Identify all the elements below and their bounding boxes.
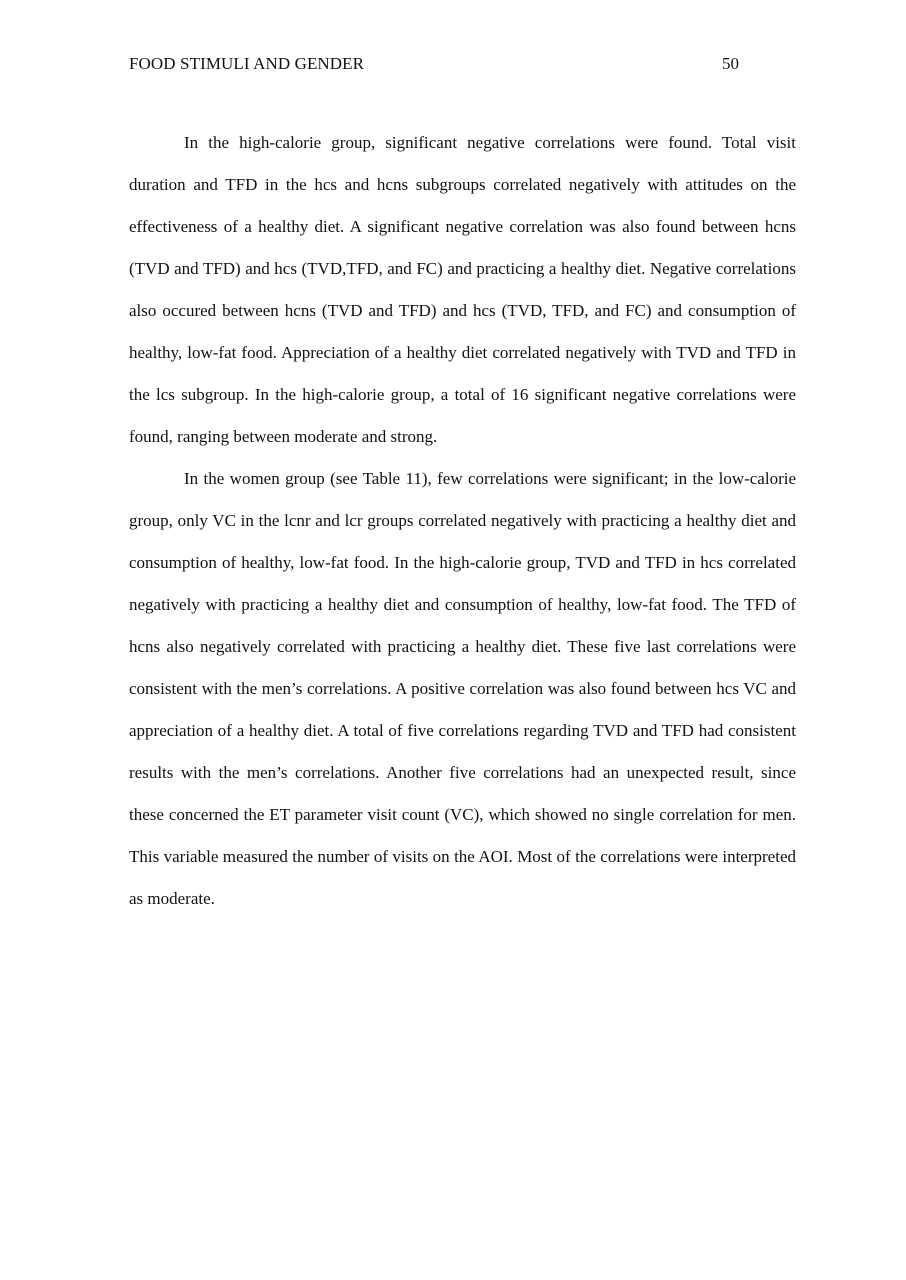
body-text <box>129 122 796 920</box>
running-head: FOOD STIMULI AND GENDER <box>129 54 365 73</box>
paragraph-2: In the women group (see Table 11), few correlations were significant; in the low-calorie group, only VC in the lcnr and lcr groups correlated negatively with practicing a healthy diet and consumption of healthy, low-fat food. In the high-calorie group, TVD and TFD in hcs correlated negatively with practicing a healthy diet and consumption of healthy, low-fat food. The TFD of hcns also negatively correlated with practicing a healthy diet. These five last correlations were consistent with the men’s correlations. A positive correlation was also found between hcs VC and appreciation of a healthy diet. A total of five correlations regarding TVD and TFD had consistent results with the men’s correlations. Another five correlations had an unexpected result, since these concerned the ET parameter visit count (VC), which showed no single correlation for men. This variable measured the number of visits on the AOI. Most of the correlations were interpreted as moderate. <box>129 469 796 908</box>
page-number: 50 <box>722 54 739 73</box>
paragraph-1: In the high-calorie group, significant negative correlations were found. Total visit duration and TFD in the hcs and hcns subgroups correlated negatively with attitudes on the effectiveness of a healthy diet. A significant negative correlation was also found between hcns (TVD and TFD) and hcs (TVD,TFD, and FC) and practicing a healthy diet. Negative correlations also occured between hcns (TVD and TFD) and hcs (TVD, TFD, and FC) and consumption of healthy, low-fat food. Appreciation of a healthy diet correlated negatively with TVD and TFD in the lcs subgroup. In the high-calorie group, a total of 16 significant negative correlations were found, ranging between moderate and strong. <box>129 133 796 446</box>
